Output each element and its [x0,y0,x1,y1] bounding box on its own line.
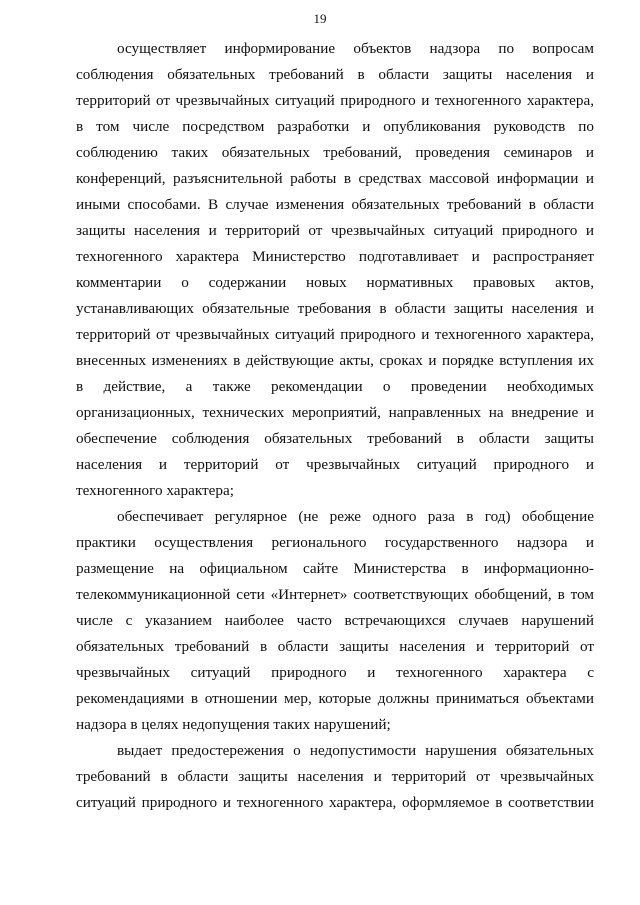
text-line: населения и территорий от чрезвычайных ситуаций природного и [76,456,594,473]
text-line: техногенного характера Министерство подготавливает и распространяет [76,248,594,265]
text-line: комментарии о содержании новых нормативных правовых актов, [76,274,594,291]
text-line: чрезвычайных ситуаций природного и техногенного характера с [76,664,594,681]
text-line: территорий от чрезвычайных ситуаций природного и техногенного характера, [76,326,594,343]
text-line: устанавливающих обязательные требования в области защиты населения и [76,300,594,317]
text-line: в том числе посредством разработки и опубликования руководств по [76,118,594,135]
text-line: выдает предостережения о недопустимости нарушения обязательных [117,742,594,759]
page-number: 19 [313,11,327,26]
text-line: конференций, разъяснительной работы в средствах массовой информации и [76,170,594,187]
text-line: практики осуществления регионального государственного надзора и [76,534,594,551]
paragraph-informing [76,36,594,504]
text-line: требований в области защиты населения и территорий от чрезвычайных [76,768,594,785]
text-line: защиты населения и территорий от чрезвычайных ситуаций природного и [76,222,594,239]
text-line: осуществляет информирование объектов надзора по вопросам [117,40,594,57]
text-line: телекоммуникационной сети «Интернет» соответствующих обобщений, в том [76,586,594,603]
paragraph-generalization [76,504,594,738]
text-line: надзора в целях недопущения таких нарушений; [76,716,391,733]
text-line: внесенных изменениях в действующие акты, сроках и порядке вступления их [76,352,594,369]
text-line: обязательных требований в области защиты населения и территорий от [76,638,594,655]
text-line: территорий от чрезвычайных ситуаций природного и техногенного характера, [76,92,594,109]
document-body [76,36,594,816]
paragraph-warnings [76,738,594,816]
text-line: обеспечение соблюдения обязательных требований в области защиты [76,430,594,447]
text-line: рекомендациями в отношении мер, которые должны приниматься объектами [76,690,594,707]
text-line: размещение на официальном сайте Министерства в информационно- [76,560,594,577]
text-line: техногенного характера; [76,482,234,499]
text-line: соблюдению таких обязательных требований, проведения семинаров и [76,144,594,161]
text-line: организационных, технических мероприятий, направленных на внедрение и [76,404,594,421]
text-line: соблюдения обязательных требований в области защиты населения и [76,66,594,83]
text-line: числе с указанием наиболее часто встречающихся случаев нарушений [76,612,594,629]
text-line: ситуаций природного и техногенного характера, оформляемое в соответствии [76,794,594,811]
text-line: обеспечивает регулярное (не реже одного раза в год) обобщение [117,508,594,525]
text-line: в действие, а также рекомендации о проведении необходимых [76,378,594,395]
text-line: иными способами. В случае изменения обязательных требований в области [76,196,594,213]
